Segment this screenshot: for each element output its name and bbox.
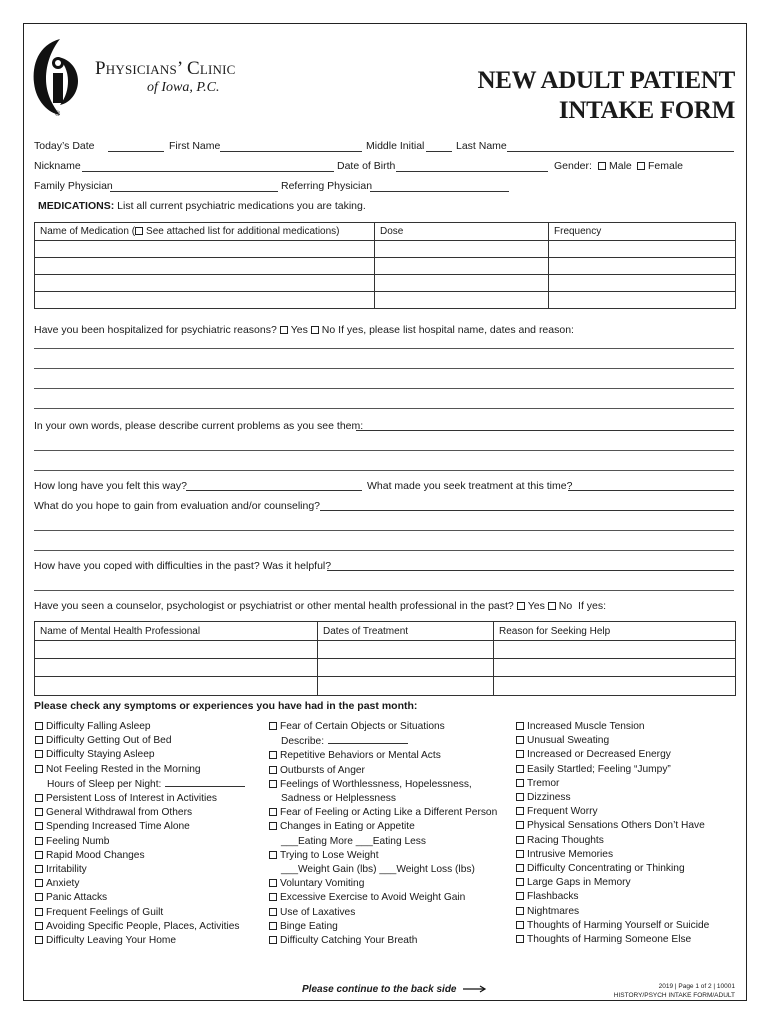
symptom-label: Nightmares <box>527 905 580 917</box>
symptom-item[interactable] <box>35 748 245 762</box>
checkbox-icon[interactable] <box>516 850 524 858</box>
what-made-field[interactable] <box>568 490 734 491</box>
dates-header: Dates of Treatment <box>318 622 494 641</box>
form-meta <box>614 982 735 1000</box>
answer-line[interactable] <box>34 450 734 451</box>
first-name-field[interactable] <box>220 151 362 152</box>
symptom-item <box>269 835 497 849</box>
dob-field[interactable] <box>396 171 548 172</box>
symptom-label: Unusual Sweating <box>527 735 610 747</box>
checkbox-icon[interactable] <box>35 908 43 916</box>
checkbox-icon[interactable] <box>269 922 277 930</box>
middle-initial-label: Middle Initial <box>366 140 425 152</box>
symptom-label: General Withdrawal from Others <box>46 807 193 819</box>
symptom-label: Tremor <box>527 777 560 789</box>
symptom-label: Difficulty Getting Out of Bed <box>46 735 172 747</box>
symptom-item[interactable] <box>516 890 709 904</box>
symptom-item[interactable] <box>516 791 709 805</box>
answer-line[interactable] <box>34 408 734 409</box>
symptom-label: Difficulty Concentrating or Thinking <box>527 863 685 875</box>
referring-physician-field[interactable] <box>370 191 509 192</box>
symptom-item[interactable] <box>35 934 245 948</box>
symptom-label: Avoiding Specific People, Places, Activities <box>46 920 240 932</box>
symptom-label: Hours of Sleep per Night: <box>47 778 162 790</box>
answer-line[interactable] <box>34 530 734 531</box>
symptom-label: Difficulty Catching Your Breath <box>280 935 418 947</box>
checkbox-icon[interactable] <box>269 722 277 730</box>
symptom-item[interactable] <box>516 763 709 777</box>
symptom-item[interactable] <box>35 720 245 734</box>
symptom-label: Increased or Decreased Energy <box>527 749 671 761</box>
checkbox-icon[interactable] <box>35 794 43 802</box>
symptom-item[interactable] <box>269 820 497 834</box>
gender-female-option[interactable] <box>637 160 683 172</box>
symptom-item[interactable] <box>516 905 709 919</box>
checkbox-icon[interactable] <box>269 780 277 788</box>
symptom-item[interactable] <box>269 749 497 763</box>
checkbox-icon[interactable] <box>35 722 43 730</box>
symptom-label: Sadness or Helplessness <box>281 793 396 805</box>
nickname-field[interactable] <box>82 171 334 172</box>
symptom-item[interactable] <box>269 920 497 934</box>
coped-question: How have you coped with difficulties in the past? Was it helpful? <box>34 560 332 572</box>
how-long-question: How long have you felt this way? <box>34 480 187 492</box>
symptom-item[interactable] <box>35 877 245 891</box>
answer-line[interactable] <box>34 348 734 349</box>
symptom-label: Describe: <box>281 736 325 748</box>
symptom-label: ___Weight Gain (lbs) ___Weight Loss (lbs) <box>281 864 475 876</box>
checkbox-icon[interactable] <box>311 326 319 334</box>
professional-table <box>34 621 736 696</box>
gender-label: Gender: <box>554 160 592 172</box>
current-problems-question: In your own words, please describe current problems as you see them: <box>34 420 364 432</box>
symptom-item[interactable] <box>35 863 245 877</box>
middle-initial-field[interactable] <box>426 151 452 152</box>
symptom-label: Binge Eating <box>280 920 338 932</box>
checkbox-icon[interactable] <box>135 227 143 235</box>
dob-label: Date of Birth <box>337 160 396 172</box>
checkbox-icon[interactable] <box>269 879 277 887</box>
symptom-item[interactable] <box>516 777 709 791</box>
symptom-label: Outbursts of Anger <box>280 764 365 776</box>
checkbox-icon[interactable] <box>35 808 43 816</box>
hospitalized-question: Have you been hospitalized for psychiatric reasons? Yes No If yes, please list hospital name, dates and reason: <box>34 324 574 336</box>
checkbox-icon[interactable] <box>35 851 43 859</box>
continue-note: Please continue to the back side <box>302 984 487 995</box>
checkbox-icon[interactable] <box>35 879 43 887</box>
table-row[interactable] <box>35 275 736 292</box>
symptoms-column-3 <box>516 720 709 947</box>
symptom-item[interactable] <box>35 906 245 920</box>
symptom-blank-field[interactable] <box>328 734 408 744</box>
symptom-label: Difficulty Falling Asleep <box>46 721 151 732</box>
checkbox-icon[interactable] <box>269 908 277 916</box>
symptom-item[interactable] <box>516 819 709 833</box>
checkbox-icon[interactable] <box>516 907 524 915</box>
symptom-item[interactable] <box>35 849 245 863</box>
checkbox-icon[interactable] <box>35 936 43 944</box>
symptom-label: Panic Attacks <box>46 892 108 904</box>
table-row[interactable] <box>35 241 736 258</box>
checkbox-icon[interactable] <box>269 822 277 830</box>
checkbox-icon[interactable] <box>35 765 43 773</box>
how-long-field[interactable] <box>186 490 362 491</box>
symptom-item[interactable] <box>269 720 497 734</box>
symptom-label: ___Eating More ___Eating Less <box>281 835 426 847</box>
checkbox-icon <box>637 162 645 170</box>
checkbox-icon[interactable] <box>35 865 43 873</box>
symptom-blank-field[interactable] <box>165 777 245 787</box>
checkbox-icon[interactable] <box>35 922 43 930</box>
symptom-item[interactable] <box>516 748 709 762</box>
checkbox-icon[interactable] <box>35 893 43 901</box>
symptom-label: Physical Sensations Others Don’t Have <box>527 820 705 832</box>
checkbox-icon[interactable] <box>548 602 556 610</box>
symptom-label: Feelings of Worthlessness, Hopelessness, <box>280 778 472 790</box>
symptom-item[interactable] <box>35 835 245 849</box>
last-name-label: Last Name <box>456 140 507 152</box>
table-header-row <box>35 622 736 641</box>
clinic-name: Physicians’ Clinic <box>95 58 236 79</box>
symptom-item[interactable] <box>516 876 709 890</box>
checkbox-icon[interactable] <box>516 765 524 773</box>
symptom-label: Flashbacks <box>527 891 579 903</box>
table-row[interactable] <box>35 641 736 659</box>
reason-header: Reason for Seeking Help <box>494 622 736 641</box>
answer-line[interactable] <box>320 510 734 511</box>
registered-mark: ® <box>55 111 61 118</box>
symptom-item[interactable] <box>35 734 245 748</box>
checkbox-icon[interactable] <box>516 878 524 886</box>
checkbox-icon[interactable] <box>35 736 43 744</box>
symptom-item[interactable] <box>35 920 245 934</box>
symptom-item[interactable] <box>516 848 709 862</box>
checkbox-icon[interactable] <box>516 793 524 801</box>
symptom-label: Persistent Loss of Interest in Activities <box>46 793 217 805</box>
checkbox-icon[interactable] <box>516 807 524 815</box>
symptom-item[interactable] <box>35 792 245 806</box>
checkbox-icon <box>598 162 606 170</box>
checkbox-icon[interactable] <box>35 822 43 830</box>
medications-table <box>34 222 736 309</box>
symptom-label: Difficulty Staying Asleep <box>46 749 155 761</box>
form-title-line2: INTAKE FORM <box>558 97 735 124</box>
checkbox-icon[interactable] <box>269 808 277 816</box>
symptom-label: Easily Startled; Feeling “Jumpy” <box>527 763 671 775</box>
table-header-row <box>35 223 736 241</box>
checkbox-icon[interactable] <box>35 750 43 758</box>
arrow-right-icon <box>463 985 487 993</box>
symptom-item[interactable] <box>269 891 497 905</box>
symptom-label: Difficulty Leaving Your Home <box>46 935 177 947</box>
symptom-item[interactable] <box>269 806 497 820</box>
hope-to-gain-question: What do you hope to gain from evaluation and/or counseling? <box>34 500 321 512</box>
checkbox-icon[interactable] <box>280 326 288 334</box>
checkbox-icon[interactable] <box>516 750 524 758</box>
symptom-label: Increased Muscle Tension <box>527 721 645 732</box>
table-row[interactable] <box>35 659 736 677</box>
answer-line[interactable] <box>327 570 734 571</box>
symptom-label: Feeling Numb <box>46 835 110 847</box>
symptom-label: Large Gaps in Memory <box>527 877 631 889</box>
symptom-item[interactable] <box>516 834 709 848</box>
checkbox-icon[interactable] <box>516 836 524 844</box>
answer-line[interactable] <box>356 430 734 431</box>
symptom-item[interactable] <box>35 763 245 777</box>
checkbox-icon[interactable] <box>516 821 524 829</box>
table-row[interactable] <box>35 292 736 309</box>
symptom-label: Thoughts of Harming Someone Else <box>527 934 692 946</box>
checkbox-icon[interactable] <box>516 864 524 872</box>
symptom-item[interactable] <box>269 778 497 792</box>
symptom-label: Frequent Worry <box>527 806 598 818</box>
symptom-item[interactable] <box>35 820 245 834</box>
symptom-label: Irritability <box>46 864 87 876</box>
symptom-label: Excessive Exercise to Avoid Weight Gain <box>280 892 466 904</box>
nickname-label: Nickname <box>34 160 81 172</box>
answer-line[interactable] <box>34 550 734 551</box>
referring-physician-label: Referring Physician <box>281 180 373 192</box>
symptom-label: Voluntary Vomiting <box>280 878 365 890</box>
answer-line[interactable] <box>34 388 734 389</box>
seen-counselor-question: Have you seen a counselor, psychologist or psychiatrist or other mental health professional in the past? Yes No If yes: <box>34 600 607 612</box>
last-name-field[interactable] <box>507 151 734 152</box>
first-name-label: First Name <box>169 140 221 152</box>
symptom-label: Use of Laxatives <box>280 906 356 918</box>
clinic-logo-icon <box>30 35 82 119</box>
symptom-item[interactable] <box>269 906 497 920</box>
family-physician-field[interactable] <box>110 191 278 192</box>
checkbox-icon[interactable] <box>269 751 277 759</box>
symptom-label: Not Feeling Rested in the Morning <box>46 763 201 775</box>
symptom-item <box>269 734 497 749</box>
form-title-line1: NEW ADULT PATIENT <box>477 67 735 94</box>
answer-line[interactable] <box>34 470 734 471</box>
what-made-question: What made you seek treatment at this time? <box>367 480 573 492</box>
symptom-item[interactable] <box>269 764 497 778</box>
symptom-item[interactable] <box>269 934 497 948</box>
checkbox-icon[interactable] <box>516 892 524 900</box>
checkbox-icon[interactable] <box>516 779 524 787</box>
symptom-item[interactable] <box>516 805 709 819</box>
medications-heading: MEDICATIONS: List all current psychiatric medications you are taking. <box>38 200 366 212</box>
symptom-label: Dizziness <box>527 792 571 804</box>
symptom-item[interactable] <box>516 919 709 933</box>
checkbox-icon[interactable] <box>269 766 277 774</box>
checkbox-icon[interactable] <box>35 837 43 845</box>
checkbox-icon[interactable] <box>269 936 277 944</box>
symptom-label: Anxiety <box>46 878 80 890</box>
checkbox-icon[interactable] <box>269 893 277 901</box>
todays-date-label: Today’s Date <box>34 140 95 152</box>
form-meta-line2: HISTORY/PSYCH INTAKE FORM/ADULT <box>613 992 735 999</box>
clinic-subtitle: of Iowa, P.C. <box>147 80 220 95</box>
symptom-label: Repetitive Behaviors or Mental Acts <box>280 750 441 762</box>
symptom-label: Spending Increased Time Alone <box>46 821 190 833</box>
symptom-item[interactable] <box>516 734 709 748</box>
symptom-label: Intrusive Memories <box>527 848 614 860</box>
symptom-item[interactable] <box>269 849 497 863</box>
symptom-label: Trying to Lose Weight <box>280 849 379 861</box>
symptoms-column-2 <box>269 720 497 948</box>
symptom-label: Thoughts of Harming Yourself or Suicide <box>527 919 710 931</box>
dose-header: Dose <box>375 223 549 241</box>
checkbox-icon[interactable] <box>516 921 524 929</box>
symptom-label: Racing Thoughts <box>527 834 604 846</box>
symptom-label: Frequent Feelings of Guilt <box>46 906 164 918</box>
table-row[interactable] <box>35 677 736 696</box>
symptom-item[interactable] <box>516 862 709 876</box>
symptoms-heading: Please check any symptoms or experiences you have had in the past month: <box>34 700 418 712</box>
checkbox-icon[interactable] <box>516 736 524 744</box>
symptom-item[interactable] <box>269 877 497 891</box>
symptom-item[interactable] <box>516 720 709 734</box>
family-physician-label: Family Physician <box>34 180 113 192</box>
symptom-label: Changes in Eating or Appetite <box>280 821 415 833</box>
symptom-label: Rapid Mood Changes <box>46 849 145 861</box>
male-label: Male <box>609 160 632 172</box>
table-row[interactable] <box>35 258 736 275</box>
symptom-item[interactable] <box>35 891 245 905</box>
symptom-item[interactable] <box>516 933 709 947</box>
answer-line[interactable] <box>34 590 734 591</box>
symptom-label: Fear of Feeling or Acting Like a Different Person <box>280 807 498 819</box>
medication-name-header: Name of Medication ( See attached list for additional medications) <box>35 223 375 241</box>
answer-line[interactable] <box>34 368 734 369</box>
checkbox-icon[interactable] <box>269 851 277 859</box>
symptom-item[interactable] <box>35 806 245 820</box>
symptoms-column-1 <box>35 720 245 948</box>
checkbox-icon[interactable] <box>517 602 525 610</box>
symptom-item <box>269 792 497 806</box>
female-label: Female <box>648 160 684 172</box>
frequency-header: Frequency <box>549 223 736 241</box>
symptom-label: Fear of Certain Objects or Situations <box>280 721 445 732</box>
gender-male-option[interactable] <box>598 160 632 172</box>
symptom-item <box>35 777 245 792</box>
symptom-item <box>269 863 497 877</box>
checkbox-icon[interactable] <box>516 722 524 730</box>
todays-date-field[interactable] <box>108 151 164 152</box>
professional-name-header: Name of Mental Health Professional <box>35 622 318 641</box>
form-meta-line1: 2019 | Page 1 of 2 | 10001 <box>658 983 735 990</box>
checkbox-icon[interactable] <box>516 935 524 943</box>
